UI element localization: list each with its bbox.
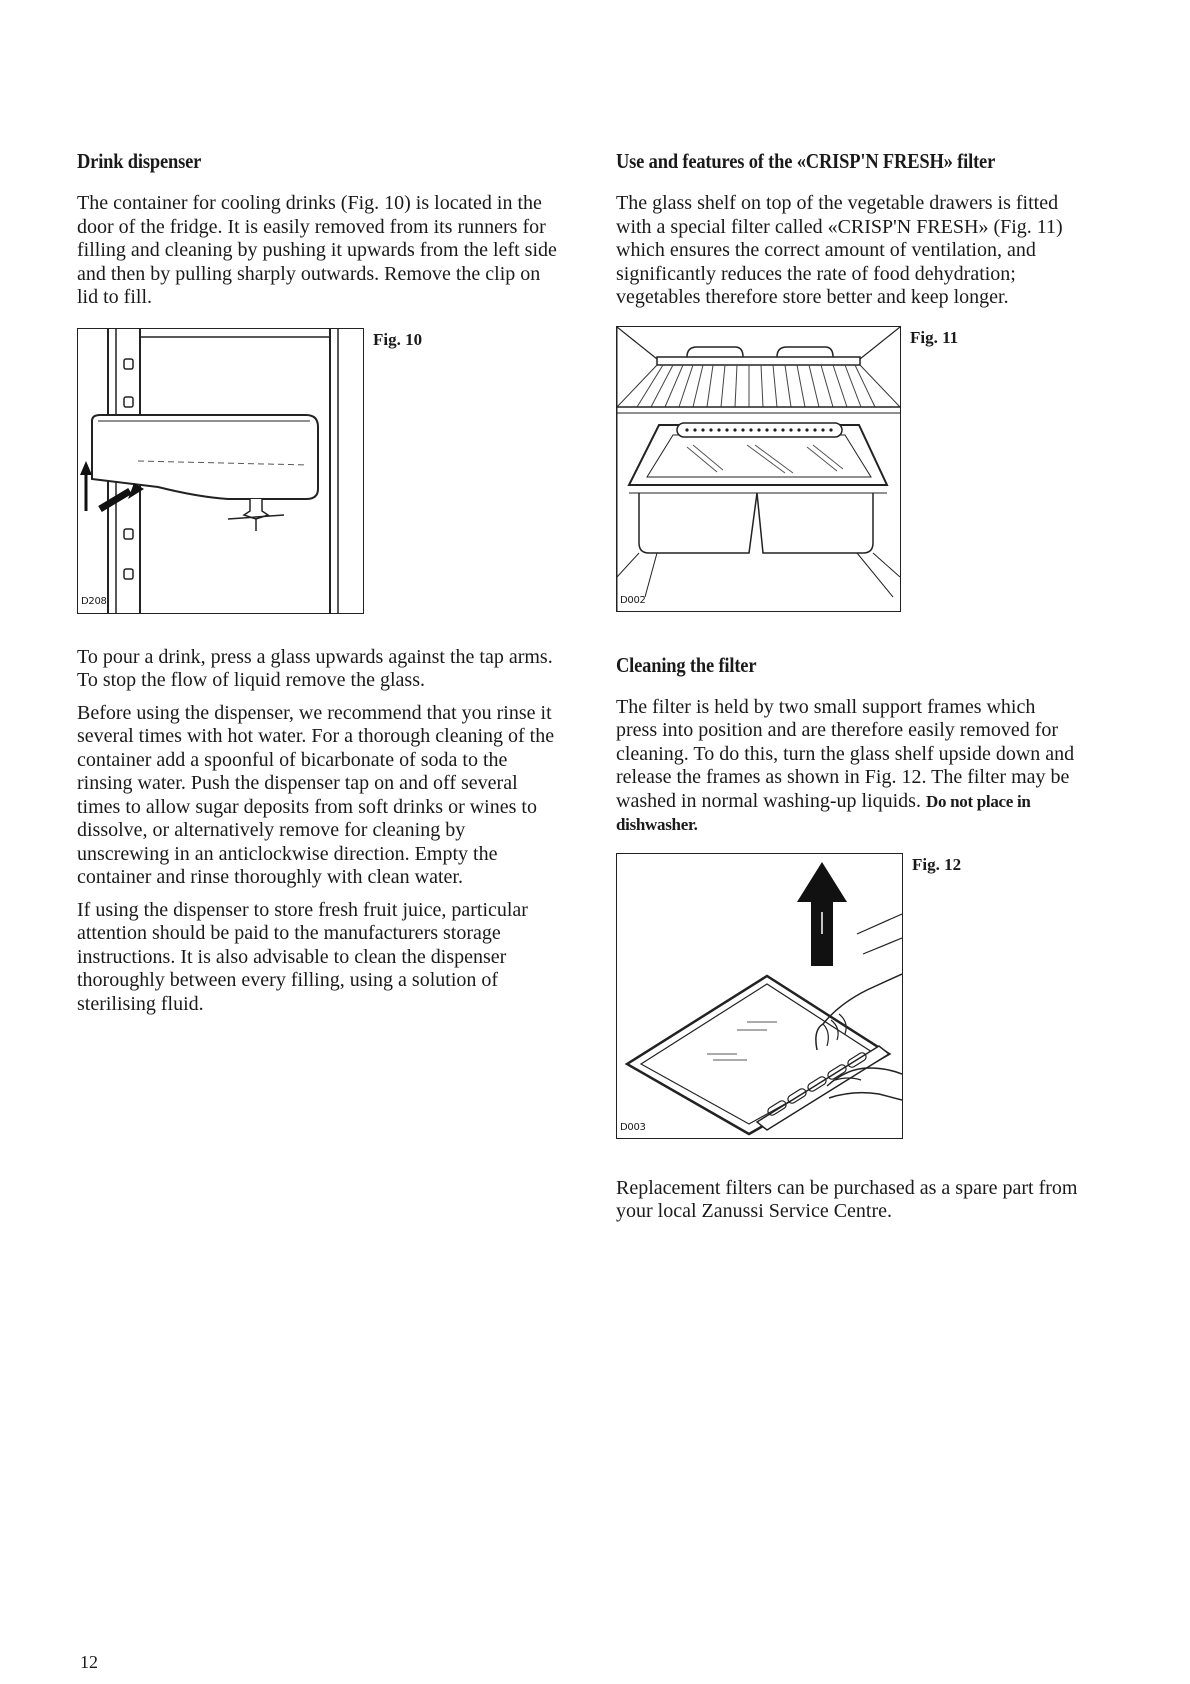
- fig12-illustration: [616, 853, 903, 1139]
- fig10-row: [77, 328, 559, 646]
- drink-dispenser-intro: The container for cooling drinks (Fig. 10) is located in the door of the fridge. It is easily removed from its runners for filling and cleaning by pushing it upwards from the left side and then by pulling sharply outwards. Remove the clip on lid to fill.: [77, 192, 557, 308]
- fig10-illustration: [77, 328, 364, 614]
- left-column: [77, 148, 559, 1025]
- fig11-illustration: [616, 326, 901, 612]
- pour-drink-text: To pour a drink, press a glass upwards against the tap arms. To stop the flow of liquid remove the glass.: [77, 645, 553, 691]
- page-number: 12: [80, 1652, 98, 1672]
- cleaning-filter-body: The filter is held by two small support frames which press into position and are therefore easily removed for cleaning. To do this, turn the glass shelf upside down and release the frames as shown in Fig. 12. The filter may be washed in normal washing-up liquids.: [616, 695, 1075, 812]
- cleaning-filter-text: [616, 696, 1078, 837]
- right-column: [616, 148, 1078, 1233]
- cleaning-filter-heading: Cleaning the filter: [616, 652, 757, 677]
- dishwasher-warning: Do not place in dishwasher.: [616, 791, 1031, 834]
- fig11-code: D002: [620, 594, 646, 606]
- crisp-fresh-heading: Use and features of the «CRISP'N FRESH» filter: [616, 149, 996, 173]
- fig11-label: Fig. 11: [910, 327, 959, 347]
- drink-dispenser-heading: Drink dispenser: [77, 149, 202, 173]
- fruit-juice-text: If using the dispenser to store fresh fruit juice, particular attention should be paid to the manufacturers storage instructions. It is also advisable to clean the dispenser thoroughly between every filling, using a solution of sterilising fluid.: [77, 898, 528, 1015]
- replacement-filters-text: Replacement filters can be purchased as a spare part from your local Zanussi Service Centre.: [616, 1176, 1078, 1222]
- cleaning-dispenser-text: Before using the dispenser, we recommend that you rinse it several times with hot water. For a thorough cleaning of the container add a spoonful of bicarbonate of soda to the rinsing water. Push the dispenser tap on and off several times to allow sugar deposits from soft drinks or wines to dissolve, or alternatively remove for cleaning by unscrewing in an anticlockwise direction. Empty the container and rinse thoroughly with clean water.: [77, 701, 555, 888]
- fig12-row: [616, 853, 1078, 1153]
- fig12-code: D003: [620, 1121, 646, 1133]
- fig12-label: Fig. 12: [912, 854, 962, 874]
- fig11-row: [616, 326, 1078, 646]
- fig10-code: D208: [81, 595, 107, 607]
- fig10-label: Fig. 10: [373, 329, 423, 349]
- crisp-fresh-intro: The glass shelf on top of the vegetable drawers is fitted with a special filter called «CRISP'N FRESH» (Fig. 11) which ensures the correct amount of ventilation, and significantly reduces the rate of food dehydration; vegetables therefore store better and keep longer.: [616, 192, 1063, 308]
